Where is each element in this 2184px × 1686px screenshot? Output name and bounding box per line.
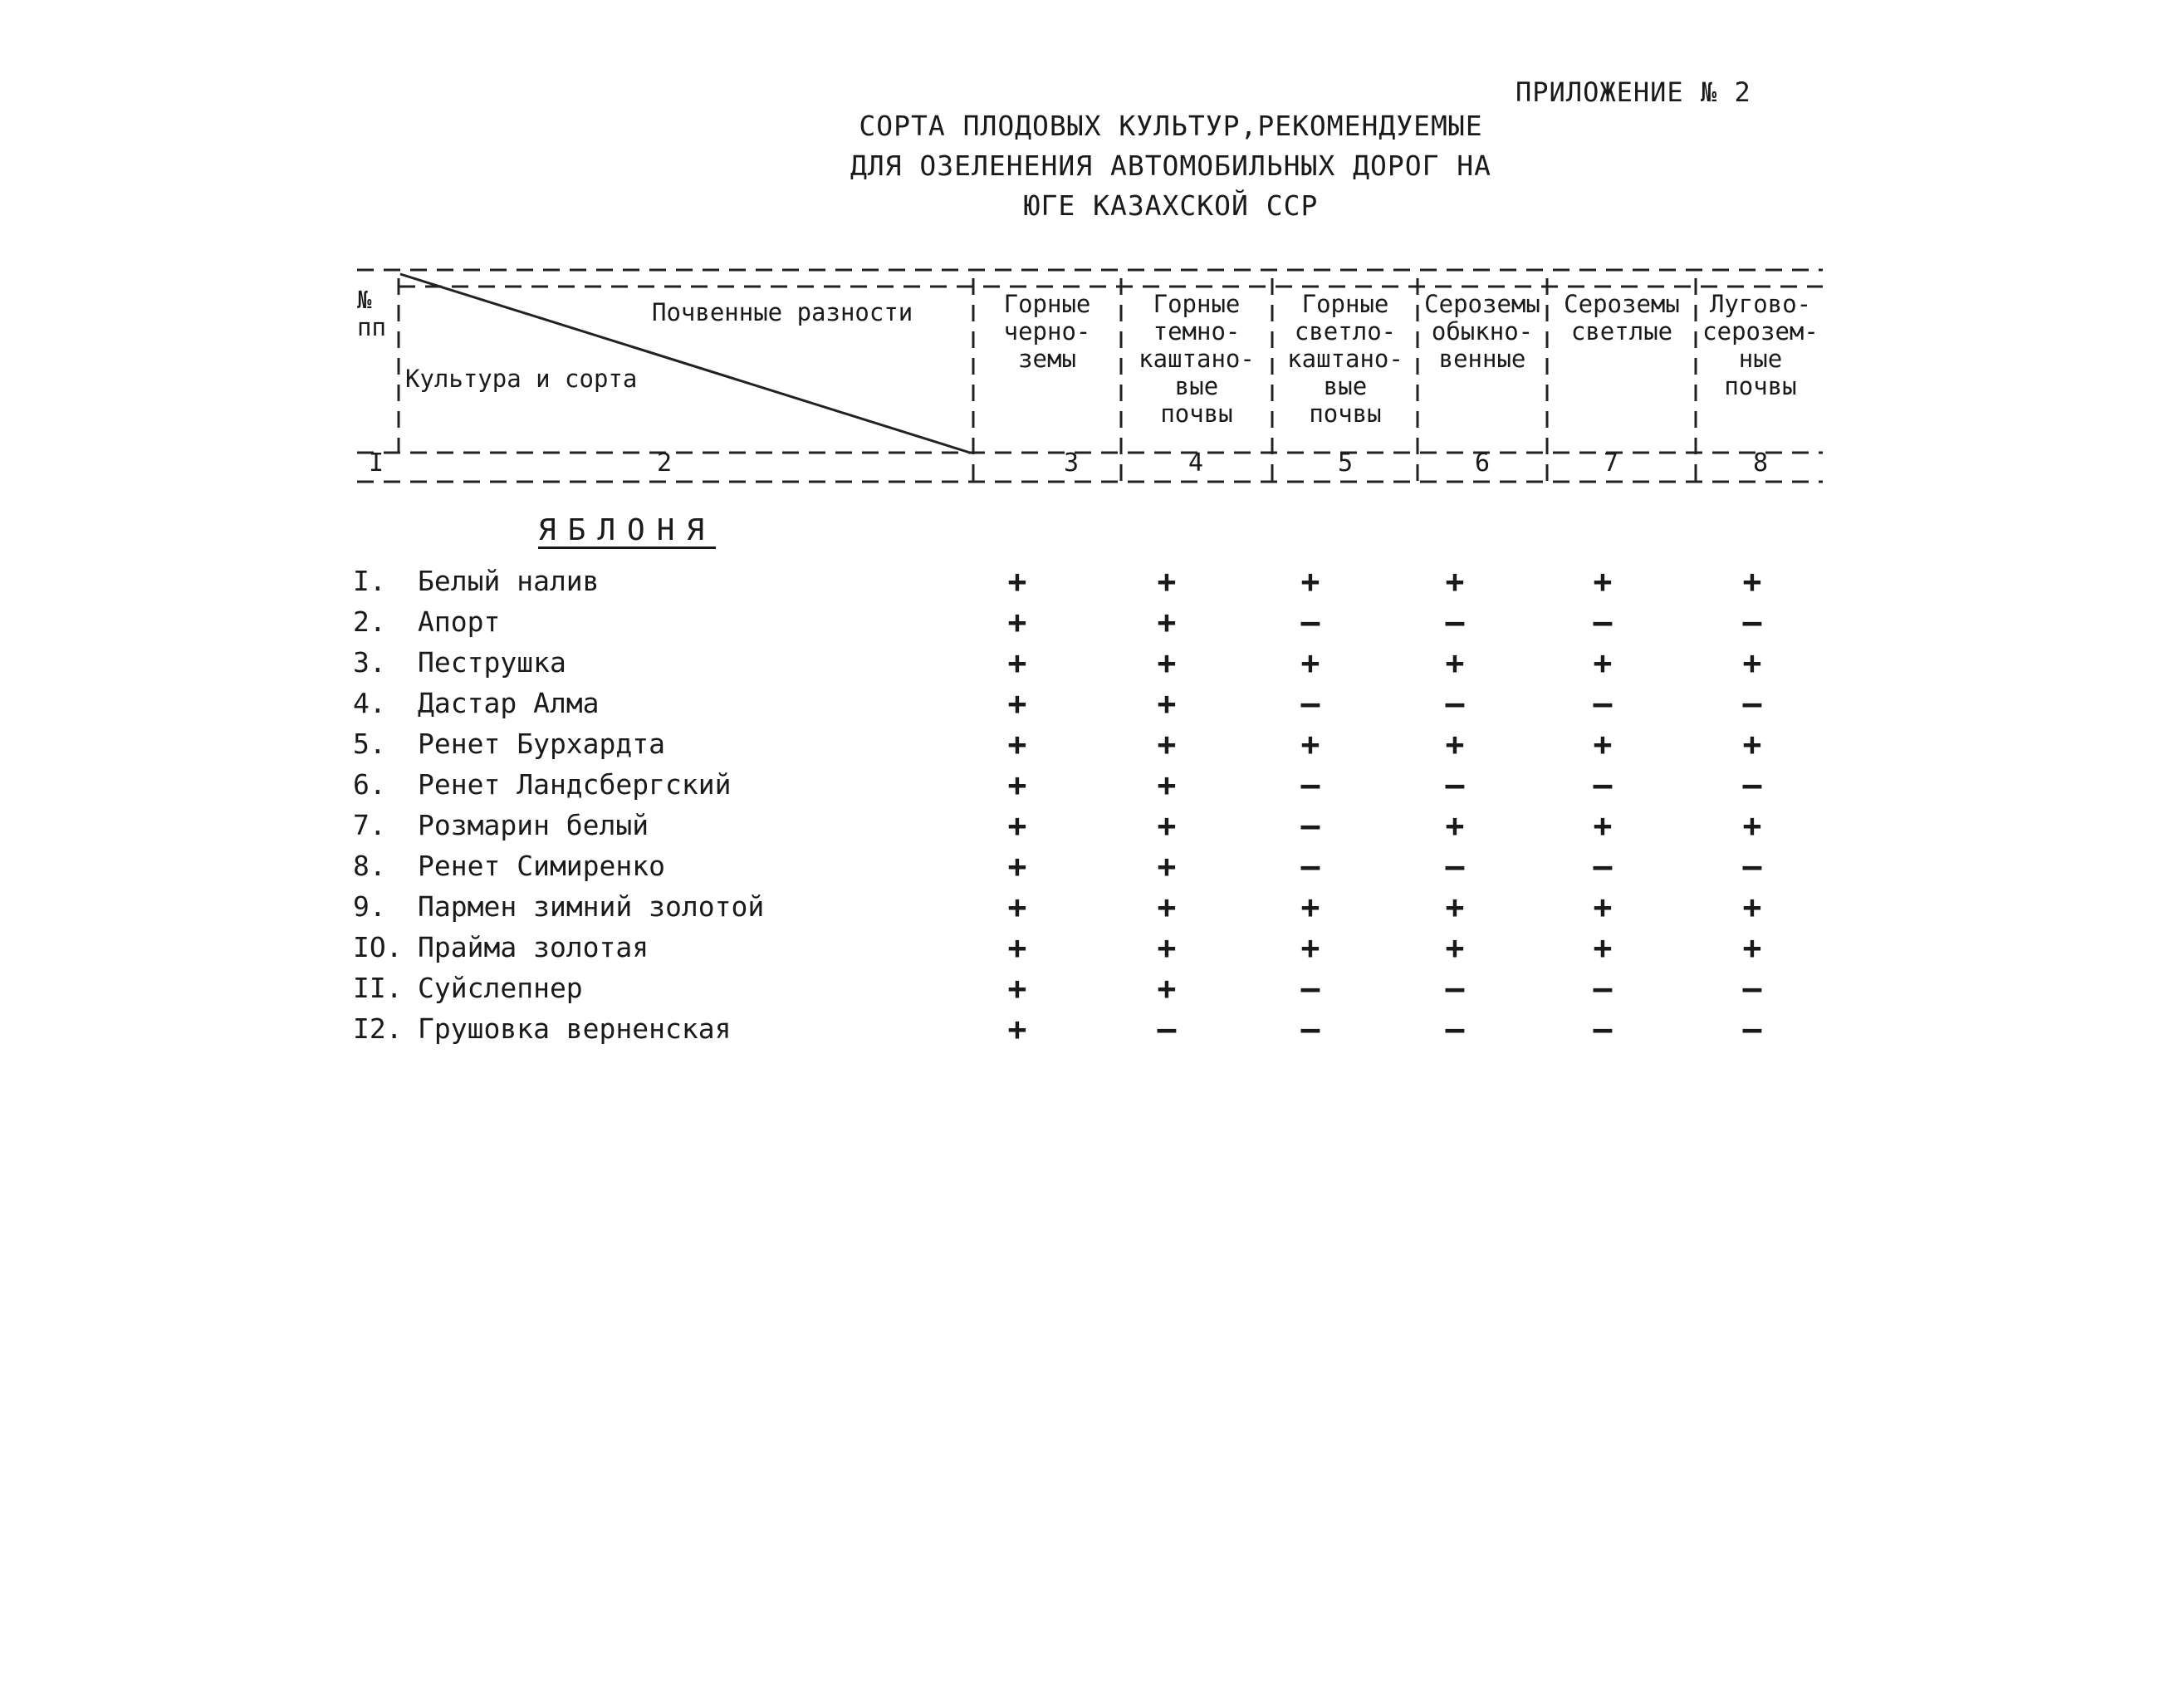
variety-label <box>353 928 649 968</box>
header-soil-column-line: почвы <box>1160 399 1233 428</box>
variety-name: Прайма золотая <box>418 931 649 963</box>
header-soil-column <box>1698 291 1823 400</box>
row-number: 4. <box>353 687 386 719</box>
header-soil-column-line: Горные <box>1301 290 1389 318</box>
row-number: 5. <box>353 728 386 760</box>
variety-label <box>353 846 665 886</box>
suitable-mark: + <box>1593 807 1613 844</box>
row-number: 9. <box>353 890 386 923</box>
row-number: IO. <box>353 931 403 963</box>
variety-name: Ренет Бурхардта <box>418 728 666 760</box>
suitable-mark: + <box>1007 645 1027 681</box>
column-number: I <box>368 448 384 478</box>
header-soil-column-line: Сероземы <box>1424 290 1540 318</box>
suitable-mark: + <box>1157 685 1177 722</box>
unsuitable-mark: – <box>1593 685 1613 722</box>
suitable-mark: + <box>1742 563 1762 600</box>
suitable-mark: + <box>1157 929 1177 966</box>
table-row <box>0 561 2184 601</box>
row-number: I. <box>353 565 386 597</box>
table-row <box>0 846 2184 886</box>
header-soil-column-line: каштано- <box>1139 345 1255 373</box>
unsuitable-mark: – <box>1742 767 1762 803</box>
unsuitable-mark: – <box>1742 848 1762 885</box>
column-number: 6 <box>1474 448 1491 478</box>
unsuitable-mark: – <box>1300 807 1320 844</box>
column-number: 7 <box>1603 448 1619 478</box>
header-soil-column-line: темно- <box>1153 317 1241 346</box>
variety-label <box>353 643 566 683</box>
unsuitable-mark: – <box>1593 604 1613 640</box>
suitable-mark: + <box>1007 848 1027 885</box>
title-line: СОРТА ПЛОДОВЫХ КУЛЬТУР,РЕКОМЕНДУЕМЫЕ <box>859 110 1483 142</box>
variety-name: Пармен зимний золотой <box>418 890 765 923</box>
suitable-mark: + <box>1593 726 1613 762</box>
row-number: 2. <box>353 605 386 638</box>
row-number: 8. <box>353 850 386 882</box>
suitable-mark: + <box>1742 807 1762 844</box>
header-number-abbrev: пп <box>357 313 386 341</box>
table-row <box>0 684 2184 723</box>
row-number: 6. <box>353 768 386 801</box>
suitable-mark: + <box>1300 889 1320 925</box>
suitable-mark: + <box>1157 970 1177 1007</box>
variety-name: Дастар Алма <box>418 687 600 719</box>
suitable-mark: + <box>1445 889 1465 925</box>
unsuitable-mark: – <box>1445 767 1465 803</box>
header-soil-column-line: вые <box>1174 372 1219 400</box>
suitable-mark: + <box>1007 929 1027 966</box>
unsuitable-mark: – <box>1157 1011 1177 1047</box>
unsuitable-mark: – <box>1445 848 1465 885</box>
variety-name: Пеструшка <box>418 646 566 679</box>
header-soil-column <box>976 291 1119 373</box>
variety-label <box>353 968 583 1008</box>
row-number: 3. <box>353 646 386 679</box>
variety-label <box>353 887 764 927</box>
suitable-mark: + <box>1300 563 1320 600</box>
suitable-mark: + <box>1007 685 1027 722</box>
table-row <box>0 968 2184 1008</box>
row-number: 7. <box>353 809 386 841</box>
unsuitable-mark: – <box>1300 604 1320 640</box>
variety-name: Белый налив <box>418 565 600 597</box>
header-soil-column-line: черно- <box>1003 317 1091 346</box>
suitable-mark: + <box>1445 563 1465 600</box>
header-soil-column-line: ные <box>1738 345 1783 373</box>
suitable-mark: + <box>1157 767 1177 803</box>
header-soil-column-line: Сероземы <box>1564 290 1680 318</box>
suitable-mark: + <box>1593 563 1613 600</box>
unsuitable-mark: – <box>1445 604 1465 640</box>
appendix-label: ПРИЛОЖЕНИЕ № 2 <box>1516 76 1751 108</box>
suitable-mark: + <box>1445 807 1465 844</box>
header-soil-column-line: Лугово- <box>1709 290 1812 318</box>
unsuitable-mark: – <box>1300 767 1320 803</box>
header-soil-diagonal-label: Почвенные разности <box>652 298 913 326</box>
header-soil-column-line: серозем- <box>1702 317 1819 346</box>
suitable-mark: + <box>1593 889 1613 925</box>
suitable-mark: + <box>1007 807 1027 844</box>
suitable-mark: + <box>1157 563 1177 600</box>
suitable-mark: + <box>1007 970 1027 1007</box>
title-line: ДЛЯ ОЗЕЛЕНЕНИЯ АВТОМОБИЛЬНЫХ ДОРОГ НА <box>850 149 1492 182</box>
unsuitable-mark: – <box>1300 685 1320 722</box>
suitable-mark: + <box>1742 645 1762 681</box>
variety-name: Суйслепнер <box>418 972 583 1004</box>
suitable-mark: + <box>1007 1011 1027 1047</box>
suitable-mark: + <box>1593 645 1613 681</box>
header-soil-column <box>1420 291 1545 373</box>
unsuitable-mark: – <box>1742 970 1762 1007</box>
section-title: ЯБЛОНЯ <box>538 513 717 547</box>
column-number: 2 <box>656 448 673 478</box>
header-culture-diagonal-label: Культура и сорта <box>405 365 638 393</box>
suitable-mark: + <box>1007 726 1027 762</box>
variety-label <box>353 765 732 805</box>
column-number: 3 <box>1063 448 1080 478</box>
suitable-mark: + <box>1157 889 1177 925</box>
unsuitable-mark: – <box>1593 848 1613 885</box>
unsuitable-mark: – <box>1445 1011 1465 1047</box>
unsuitable-mark: – <box>1742 685 1762 722</box>
unsuitable-mark: – <box>1593 1011 1613 1047</box>
header-soil-column-line: обыкно- <box>1431 317 1534 346</box>
header-soil-column <box>1275 291 1416 428</box>
header-soil-column-line: вые <box>1323 372 1368 400</box>
header-soil-column-line: Горные <box>1153 290 1241 318</box>
table-row <box>0 765 2184 805</box>
variety-name: Ренет Ландсбергский <box>418 768 732 801</box>
header-soil-column-line: Горные <box>1003 290 1091 318</box>
row-number: II. <box>353 972 403 1004</box>
table-row <box>0 643 2184 683</box>
header-soil-column <box>1124 291 1270 428</box>
table-row <box>0 806 2184 845</box>
header-soil-column-line: почвы <box>1724 372 1797 400</box>
suitable-mark: + <box>1593 929 1613 966</box>
table-row <box>0 724 2184 764</box>
suitable-mark: + <box>1445 726 1465 762</box>
table-row <box>0 887 2184 927</box>
suitable-mark: + <box>1157 807 1177 844</box>
variety-label <box>353 806 649 845</box>
variety-label <box>353 684 600 723</box>
row-number: I2. <box>353 1012 403 1045</box>
variety-name: Грушовка верненская <box>418 1012 732 1045</box>
variety-label <box>353 724 665 764</box>
header-soil-column-line: светлые <box>1570 317 1673 346</box>
unsuitable-mark: – <box>1445 970 1465 1007</box>
header-number-label <box>357 287 395 341</box>
unsuitable-mark: – <box>1445 685 1465 722</box>
suitable-mark: + <box>1007 889 1027 925</box>
column-number: 8 <box>1752 448 1769 478</box>
unsuitable-mark: – <box>1300 1011 1320 1047</box>
suitable-mark: + <box>1157 848 1177 885</box>
variety-label <box>353 602 500 642</box>
unsuitable-mark: – <box>1742 1011 1762 1047</box>
header-number-symbol: № <box>357 286 372 314</box>
suitable-mark: + <box>1007 767 1027 803</box>
table-row <box>0 928 2184 968</box>
suitable-mark: + <box>1300 929 1320 966</box>
unsuitable-mark: – <box>1300 848 1320 885</box>
table-row <box>0 1009 2184 1049</box>
suitable-mark: + <box>1157 604 1177 640</box>
unsuitable-mark: – <box>1593 970 1613 1007</box>
column-number: 5 <box>1337 448 1354 478</box>
header-soil-column-line: венные <box>1438 345 1526 373</box>
title-line: ЮГЕ КАЗАХСКОЙ ССР <box>1023 189 1319 222</box>
header-soil-column-line: каштано- <box>1287 345 1403 373</box>
variety-label <box>353 1009 732 1049</box>
header-soil-column-line: почвы <box>1309 399 1382 428</box>
header-soil-column-line: земы <box>1018 345 1076 373</box>
suitable-mark: + <box>1445 929 1465 966</box>
header-soil-column <box>1550 291 1694 346</box>
suitable-mark: + <box>1742 929 1762 966</box>
variety-name: Апорт <box>418 605 501 638</box>
suitable-mark: + <box>1445 645 1465 681</box>
variety-name: Розмарин белый <box>418 809 649 841</box>
unsuitable-mark: – <box>1300 970 1320 1007</box>
unsuitable-mark: – <box>1593 767 1613 803</box>
suitable-mark: + <box>1157 726 1177 762</box>
suitable-mark: + <box>1007 563 1027 600</box>
suitable-mark: + <box>1742 889 1762 925</box>
column-number: 4 <box>1187 448 1204 478</box>
header-soil-column-line: светло- <box>1294 317 1397 346</box>
suitable-mark: + <box>1300 726 1320 762</box>
unsuitable-mark: – <box>1742 604 1762 640</box>
suitable-mark: + <box>1300 645 1320 681</box>
suitable-mark: + <box>1157 645 1177 681</box>
table-row <box>0 602 2184 642</box>
suitable-mark: + <box>1742 726 1762 762</box>
variety-label <box>353 561 600 601</box>
suitable-mark: + <box>1007 604 1027 640</box>
variety-name: Ренет Симиренко <box>418 850 666 882</box>
